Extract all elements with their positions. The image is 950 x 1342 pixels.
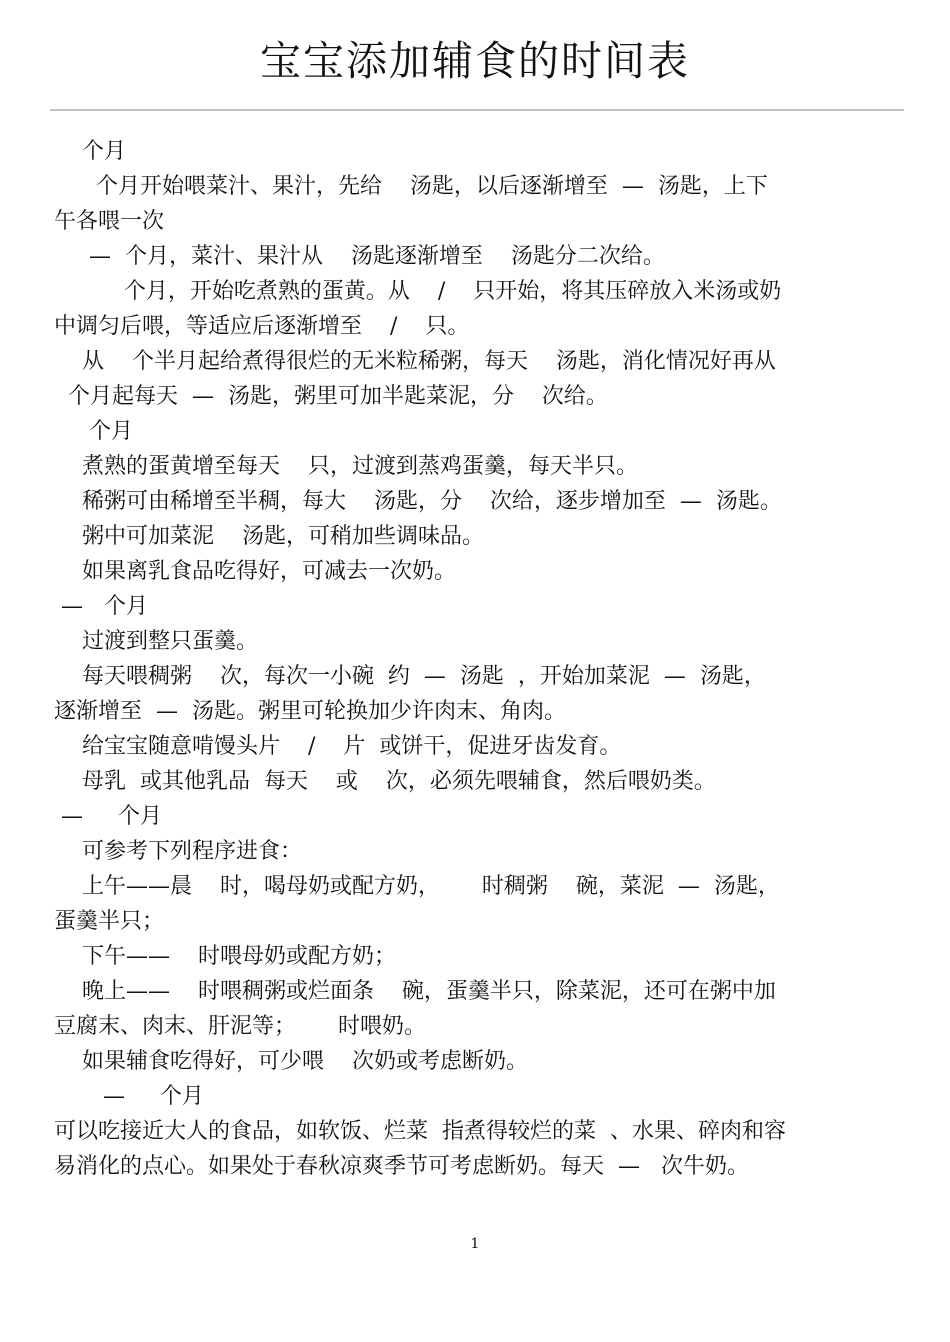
text-line: 过渡到整只蛋羹。 — [54, 629, 258, 654]
text-line: 母乳 或其他乳品 每天 或 次，必须先喂辅食，然后喂奶类。 — [54, 769, 716, 794]
text-line: 从 个半月起给煮得很烂的无米粒稀粥，每天 汤匙，消化情况好再从 — [54, 349, 776, 374]
page-number: 1 — [470, 1236, 480, 1252]
title-divider — [50, 109, 904, 111]
text-line: — 个月 — [54, 1084, 204, 1109]
text-line: 可参考下列程序进食： — [54, 839, 302, 864]
text-line: 个月 — [54, 419, 133, 444]
text-line: — 个月 — [54, 594, 148, 619]
text-line: 晚上—— 时喂稠粥或烂面条 碗，蛋羹半只，除菜泥，还可在粥中加 — [54, 979, 776, 1004]
text-line: 个月开始喂菜汁、果汁，先给 汤匙，以后逐渐增至 — 汤匙，上下 — [54, 174, 768, 199]
text-line: 午各喂一次 — [54, 209, 165, 234]
text-line: 稀粥可由稀增至半稠，每大 汤匙，分 次给，逐步增加至 — 汤匙。 — [54, 489, 782, 514]
text-line: 上午——晨 时，喝母奶或配方奶， 时稠粥 碗，菜泥 — 汤匙， — [54, 874, 780, 899]
document-body — [54, 134, 900, 1184]
page-title: 宝宝添加辅食的时间表 — [260, 37, 690, 85]
text-line: 可以吃接近大人的食品，如软饭、烂菜 指煮得较烂的菜 、水果、碎肉和容 — [54, 1119, 786, 1144]
text-line: — 个月 — [54, 804, 162, 829]
text-line: 豆腐末、肉末、肝泥等； 时喂奶。 — [54, 1014, 426, 1039]
text-line: 个月，开始吃煮熟的蛋黄。从 / 只开始，将其压碎放入米汤或奶 — [54, 279, 782, 304]
text-line: 个月起每天 — 汤匙，粥里可加半匙菜泥，分 次给。 — [54, 384, 608, 409]
text-line: 如果辅食吃得好，可少喂 次奶或考虑断奶。 — [54, 1049, 528, 1074]
text-line: 易消化的点心。如果处于春秋凉爽季节可考虑断奶。每天 — 次牛奶。 — [54, 1154, 749, 1179]
text-line: — 个月，菜汁、果汁从 汤匙逐渐增至 汤匙分二次给。 — [54, 244, 665, 269]
text-line: 中调匀后喂，等适应后逐渐增至 / 只。 — [54, 314, 470, 339]
text-line: 蛋羹半只； — [54, 909, 165, 934]
text-line: 每天喂稠粥 次，每次一小碗 约 — 汤匙 ，开始加菜泥 — 汤匙， — [54, 664, 766, 689]
text-line: 煮熟的蛋黄增至每天 只，过渡到蒸鸡蛋羹，每天半只。 — [54, 454, 638, 479]
text-line: 如果离乳食品吃得好，可减去一次奶。 — [54, 559, 456, 584]
text-line: 个月 — [54, 139, 126, 164]
text-line: 给宝宝随意啃馒头片 / 片 或饼干，促进牙齿发育。 — [54, 734, 622, 759]
text-line: 下午—— 时喂母奶或配方奶； — [54, 944, 396, 969]
text-line: 粥中可加菜泥 汤匙，可稍加些调味品。 — [54, 524, 484, 549]
text-line: 逐渐增至 — 汤匙。粥里可轮换加少许肉末、角肉。 — [54, 699, 566, 724]
